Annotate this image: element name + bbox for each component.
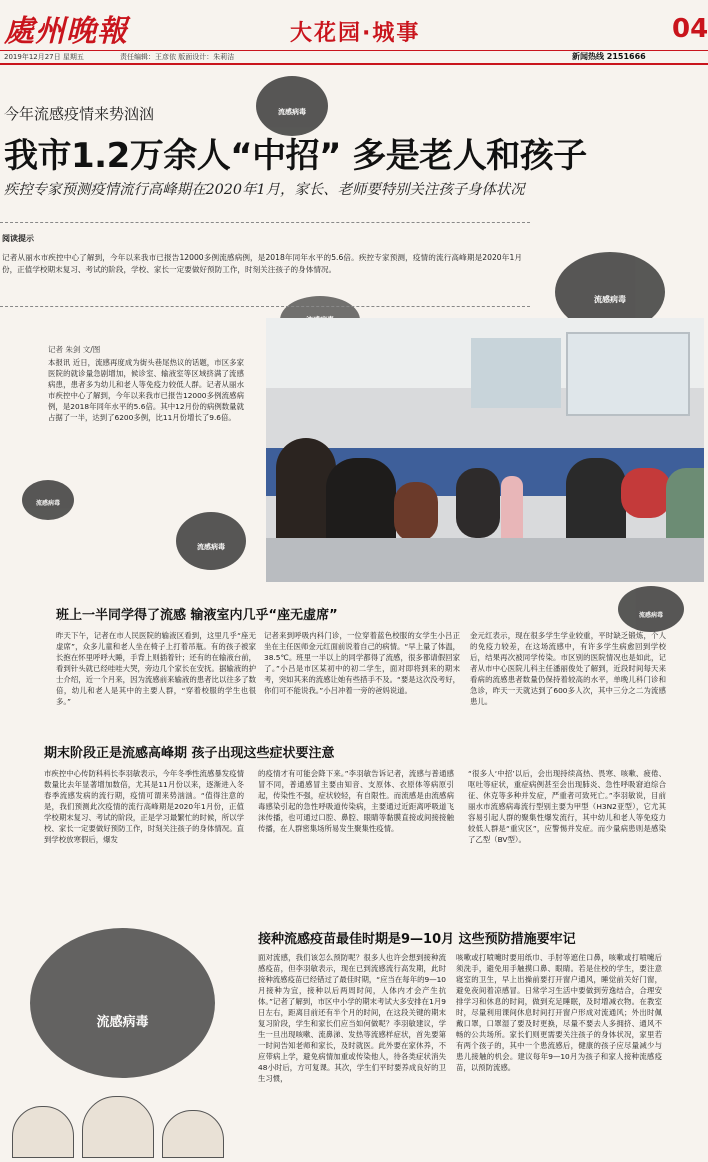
virus-illustration: 流感病毒 xyxy=(22,480,74,520)
byline: 记者 朱剑 文/图 xyxy=(48,345,101,354)
section-title: 大花园·城事 xyxy=(290,21,421,46)
reading-tip-label: 阅读提示 xyxy=(2,234,34,243)
article-column: 市疾控中心传防科科长李羽敏表示，今年冬季性流感暴发疫情数量比去年显著增加数倍，尤其是11月份以来，逐渐进入冬春季流感发病的流行期，疫情可谓来势汹汹。“值得注意的是，我们预测此次疫情的流行高峰期是2020年1月份，正值学校期末复习、考试的阶段，正是学习最繁忙的时候，所以学校、家长一定要做好预防工作，时刻关注孩子的身体情况。直到学校放寒假后，爆发 xyxy=(44,769,244,844)
editors-credit: 责任编辑：王彦依 版面设计：朱莉洁 xyxy=(120,53,235,61)
section-heading: 接种流感疫苗最佳时期是9—10月 这些预防措施要牢记 xyxy=(258,932,576,947)
section-heading: 班上一半同学得了流感 输液室内几乎“座无虚席” xyxy=(56,608,338,623)
issue-date: 2019年12月27日 星期五 xyxy=(4,53,84,61)
reading-tip-box xyxy=(0,222,530,308)
article-column: 的疫情才有可能会降下来。”李羽敏告诉记者，流感与普通感冒不同，普通感冒主要由知音、支原体、衣原体等病原引起，传染性不强，症状较轻，有自限性。而流感是由流感病毒感染引起的急性呼吸道传染病，主要通过近距离呼吸道飞沫传播，也可通过口腔、鼻腔、眼睛等黏膜直接或间接接触传播，在人群密集场所易发生聚集性疫情。 xyxy=(258,769,454,833)
article-column: 金元红表示，现在很多学生学业较重，平时缺乏锻炼，个人的免疫力较差，在这场流感中，有许多学生病愈回到学校后，结果再次被同学传染。市区别的医院情况也是如此，记者从市中心医院儿科主任潘丽俊处了解到，近段时间每天来看病的流感患者数量仍保持着较高的水平，单晚儿科门诊和急诊，昨天一天就达到了600多人次，其中三分之二为流感患儿。 xyxy=(470,631,666,706)
masthead xyxy=(0,0,708,62)
virus-illustration: 流感病毒 xyxy=(30,928,215,1078)
masked-people-illustration xyxy=(12,1086,238,1156)
headline-kicker: 今年流感疫情来势汹汹 xyxy=(4,105,155,123)
virus-illustration: 流感病毒 xyxy=(176,512,246,570)
reading-tip-text: 记者从丽水市疾控中心了解到，今年以来我市已报告12000多例流感病例，是2018年同年水平的5.6倍。疾控专家预测，疫情的流行高峰期是2020年1月份，正值学校期末复习、考试的阶段，学校、家长一定要做好预防工作，时刻关注孩子的身体情况。 xyxy=(2,253,522,274)
section-heading: 期末阶段正是流感高峰期 孩子出现这些症状要注意 xyxy=(44,746,335,761)
lead-paragraph: 本报讯 近日，流感再度成为街头巷尾热议的话题，市区多家医院的就诊量急剧增加，候诊室、输液室等区域挤满了流感病患，患者多为幼儿和老人等免疫力较低人群。记者从丽水市疾控中心了解到，今年以来我市已报告12000多例流感病例，是2018年同年水平的5.6倍。其中12月份的病例数量就占据了一半，达到了6200多例，比11月份增长了9.6倍。 xyxy=(48,358,244,422)
virus-illustration: 流感病毒 xyxy=(618,586,684,632)
article-column: 咳嗽或打喷嚏时要用纸巾、手肘等遮住口鼻，咳嗽或打喷嚏后须洗手，避免用手触摸口鼻、眼睛。若是住校的学生，要注意寝室的卫生，早上出操前要打开窗户通风，睡觉前关好门窗，避免夜间着凉感冒。日常学习生活中要做到劳逸结合，合理安排学习和休息的时间，做到充足睡眠，及时增减衣物。在教室时，尽量利用课间休息时间打开窗户形成对流通风；外出时佩戴口罩，口罩湿了要及时更换，尽量不要去人多拥挤、通风不畅的公共场所。家长们则更需要关注孩子的身体状况，家里若有两个孩子的，其中一个患流感后，健康的孩子应尽量减少与患儿接触的机会。建议每年9—10月为孩子和家人接种流感疫苗，以预防流感。 xyxy=(456,953,662,1072)
article-column: 面对流感，我们该怎么预防呢？很多人也许会想到接种流感疫苗，但李羽敏表示，现在已到流感流行高发期，此时接种流感疫苗已经错过了最佳时期，“应当在每年的9—10月接种为宜，接种以后两周时间，人体内才会产生抗体。”记者了解到，市区中小学的期末考试大多安排在1月9日左右，距离目前还有半个月的时间，在这段关键的期末复习阶段，学生和家长们应当如何做呢？李羽敏建议，学生一旦出现咳嗽、流鼻涕、发热等流感样症状，首先要第一时间告知老师和家长，及时就医。此外要在家休养，不应带病上学，避免病情加重或传染他人，待各类症状消失48小时后，方可复课。其次，学生们平时要养成良好的卫生习惯， xyxy=(258,953,446,1083)
virus-illustration: 流感病毒 xyxy=(256,76,328,136)
virus-illustration: 流感病毒 xyxy=(555,252,665,332)
headline: 我市1.2万余人“中招” 多是老人和孩子 xyxy=(4,136,587,176)
page-number: 04 xyxy=(672,14,708,44)
article-column: 记者来到呼吸内科门诊，一位穿着蓝色校服的女学生小吕正坐在主任医师金元红面前说着自己的病情。“早上量了体温，38.5℃。班里一半以上的同学都得了流感，很多都请假回家了。”小吕是市区某初中的初二学生，面对即将到来的期末考，突如其来的流感让她有些措手不及。“要是这次没考好，你们可不能说我。”小吕冲着一旁的爸妈说道。 xyxy=(264,631,460,695)
news-hotline: 新闻热线 2151666 xyxy=(572,52,646,61)
headline-subtitle: 疾控专家预测疫情流行高峰期在2020年1月，家长、老师要特别关注孩子身体状况 xyxy=(4,182,525,198)
article-column: 昨天下午，记者在市人民医院的输液区看到，这里几乎“座无虚席”，众多儿童和老人坐在椅子上打着吊瓶。有的孩子被家长抱在怀里呼呼大睡，手背上则插着针；还有的在输液台前，看到针头就已经哇哇大哭，旁边几个家长在安抚。据输液的护士介绍，近一个月来，因为流感前来输液的患者比以往多了数倍，幼儿和老人是其中的主要人群，“穿着校服的学生也很多。” xyxy=(56,631,256,706)
photo-infusion-room xyxy=(266,318,704,582)
article-column: “很多人‘中招’以后，会出现持续高热、畏寒、咳嗽、疲倦、呕吐等症状，重症病例甚至会出现肺炎、急性呼吸窘迫综合征、休克等多种并发症，严重者可致死亡。”李羽敏说，目前丽水市流感病毒流行型别主要为甲型（H3N2亚型），它尤其容易引起人群的聚集性爆发流行，其中幼儿和老人等免疫力较低人群是“重灾区”，应警惕并发症。而少量病患则是感染了乙型（BV型）。 xyxy=(468,769,666,844)
paper-logo: 處州晚報 xyxy=(4,14,128,49)
